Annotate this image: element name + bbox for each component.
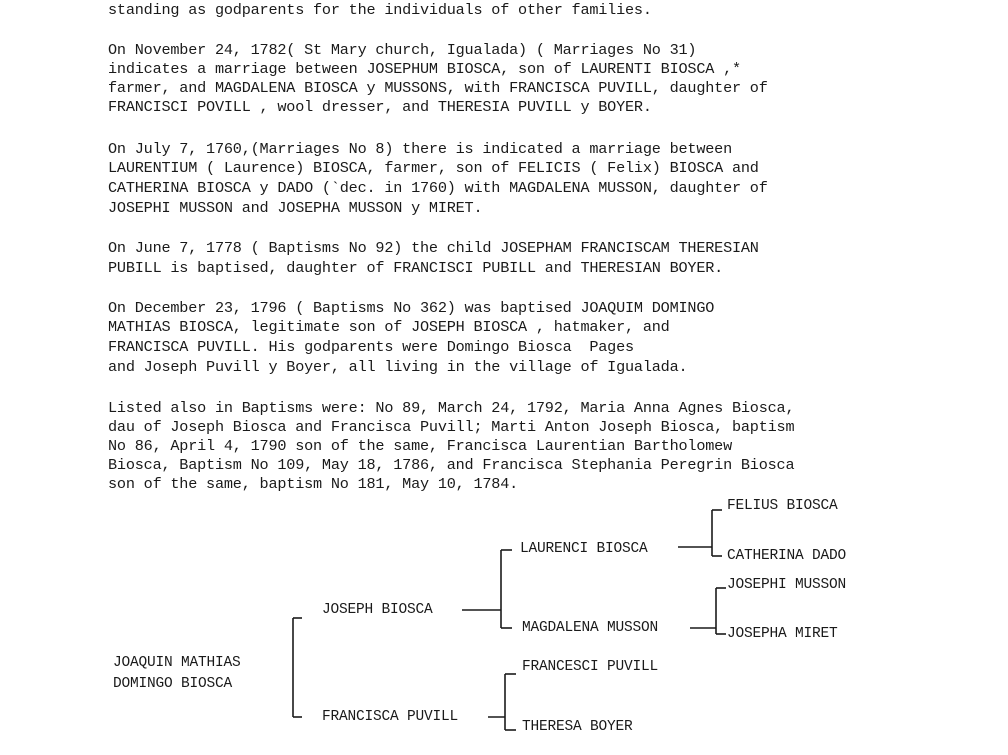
subject-name-line-1: JOAQUIN MATHIAS	[113, 655, 241, 671]
mother-name: FRANCISCA PUVILL	[322, 709, 459, 725]
text-line: FRANCISCA PUVILL. His godparents were Domingo Biosca Pages	[108, 338, 634, 356]
great-grandfather-josephi-name: JOSEPHI MUSSON	[727, 577, 847, 593]
great-grandmother-josepha-name: JOSEPHA MIRET	[727, 626, 838, 642]
text-line: Listed also in Baptisms were: No 89, March 24, 1792, Maria Anna Agnes Biosca,	[108, 399, 795, 417]
text-line: FRANCISCI POVILL , wool dresser, and THERESIA PUVILL y BOYER.	[108, 98, 652, 116]
text-line: CATHERINA BIOSCA y DADO (`dec. in 1760) with MAGDALENA MUSSON, daughter of	[108, 179, 768, 197]
great-grandfather-felius-name: FELIUS BIOSCA	[727, 498, 838, 514]
text-line: No 86, April 4, 1790 son of the same, Francisca Laurentian Bartholomew	[108, 437, 732, 455]
text-line: Biosca, Baptism No 109, May 18, 1786, and Francisca Stephania Peregrin Biosca	[108, 456, 795, 474]
text-line: farmer, and MAGDALENA BIOSCA y MUSSONS, with FRANCISCA PUVILL, daughter of	[108, 79, 768, 97]
paternal-grandfather-name: LAURENCI BIOSCA	[520, 541, 648, 557]
text-line: PUBILL is baptised, daughter of FRANCISCI PUBILL and THERESIAN BOYER.	[108, 259, 724, 277]
text-line: dau of Joseph Biosca and Francisca Puvill; Marti Anton Joseph Biosca, baptism	[108, 418, 795, 436]
text-line: and Joseph Puvill y Boyer, all living in the village of Igualada.	[108, 358, 688, 376]
father-name: JOSEPH BIOSCA	[322, 602, 433, 618]
text-line: On June 7, 1778 ( Baptisms No 92) the child JOSEPHAM FRANCISCAM THERESIAN	[108, 239, 759, 257]
text-line: indicates a marriage between JOSEPHUM BIOSCA, son of LAURENTI BIOSCA ,*	[108, 60, 741, 78]
text-line: On November 24, 1782( St Mary church, Igualada) ( Marriages No 31)	[108, 41, 697, 59]
text-line: On December 23, 1796 ( Baptisms No 362) was baptised JOAQUIM DOMINGO	[108, 299, 715, 317]
text-line: LAURENTIUM ( Laurence) BIOSCA, farmer, son of FELICIS ( Felix) BIOSCA and	[108, 159, 759, 177]
text-line: On July 7, 1760,(Marriages No 8) there is indicated a marriage between	[108, 140, 732, 158]
maternal-grandmother-name: THERESA BOYER	[522, 719, 633, 735]
maternal-grandfather-name: FRANCESCI PUVILL	[522, 659, 659, 675]
text-line: MATHIAS BIOSCA, legitimate son of JOSEPH BIOSCA , hatmaker, and	[108, 318, 670, 336]
text-line: standing as godparents for the individuals of other families.	[108, 1, 652, 19]
subject-name-line-2: DOMINGO BIOSCA	[113, 676, 233, 692]
text-line: JOSEPHI MUSSON and JOSEPHA MUSSON y MIRET.	[108, 199, 483, 217]
paternal-grandmother-name: MAGDALENA MUSSON	[522, 620, 659, 636]
great-grandmother-catherina-name: CATHERINA DADO	[727, 548, 847, 564]
text-line: son of the same, baptism No 181, May 10, 1784.	[108, 475, 519, 493]
